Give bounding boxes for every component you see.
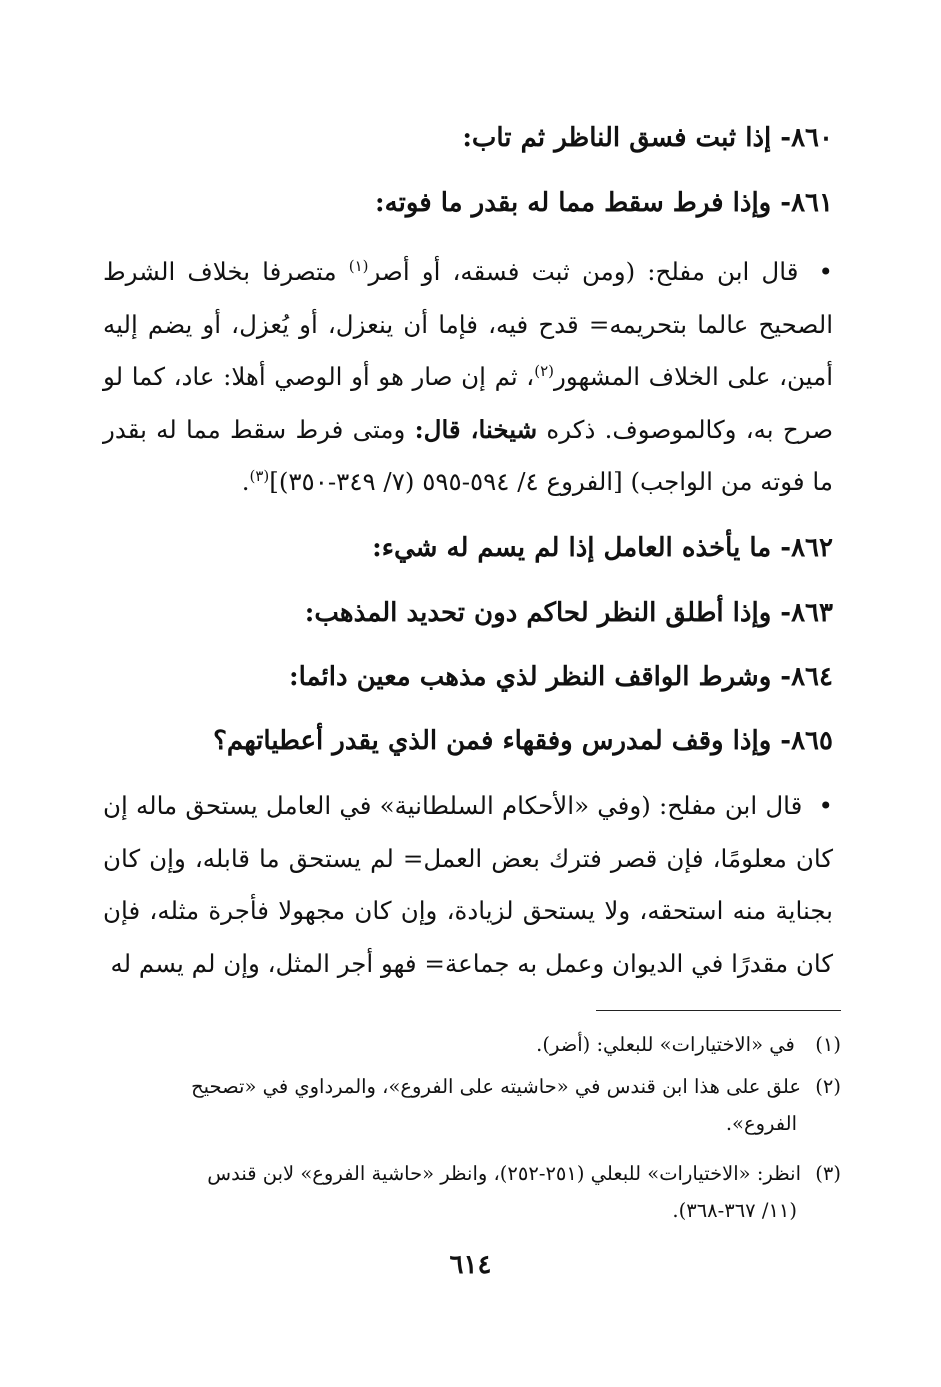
heading-860: ٨٦٠- إذا ثبت فسق الناظر ثم تاب: — [462, 123, 833, 153]
paragraph-text: ، ثم إن صار هو أو الوصي أهلا: عاد، كما لو صرح به، وكالموصوف. ذكره — [103, 362, 834, 444]
heading-865: ٨٦٥- وإذا وقف لمدرس وفقهاء فمن الذي يقدر أعطياتهم؟ — [213, 726, 833, 756]
bold-phrase: شيخنا، قال: — [414, 414, 538, 444]
paragraph-text: متصرفا بخلاف الشرط الصحيح عالما بتحريمه= قدح فيه، فإما أن ينعزل، أو يُعزل، أو يضم إليه أمين، على الخلاف المشهور — [103, 257, 834, 391]
heading-861: ٨٦١- وإذا فرط سقط مما له بقدر ما فوته: — [375, 188, 833, 218]
paragraph-text: قال ابن مفلح: (ومن ثبت فسقه، أو أصر — [368, 257, 799, 286]
footnote-2 — [101, 1068, 841, 1142]
footnote-text: (١١/ ٣٦٧-٣٦٨). — [672, 1199, 797, 1222]
paragraph-text: ومتى فرط سقط مما له بقدر ما فوته من الواجب) [الفروع ٤/ ٥٩٤-٥٩٥ (٧/ ٣٤٩-٣٥٠)] — [103, 414, 833, 496]
heading-863: ٨٦٣- وإذا أطلق النظر لحاكم دون تحديد المذهب: — [304, 598, 833, 628]
footnote-1 — [101, 1026, 841, 1063]
bullet: • — [818, 791, 833, 820]
page-number: ٦١٤ — [449, 1250, 492, 1280]
paragraph-ibn-muflih-2 — [103, 780, 833, 990]
footnote-text: في «الاختيارات» للبعلي: (أضر). — [536, 1033, 795, 1056]
bullet: • — [818, 257, 833, 286]
heading-862: ٨٦٢- ما يأخذه العامل إذا لم يسم له شيء: — [372, 533, 833, 563]
footnote-ref: (٢) — [534, 361, 554, 380]
footnote-3 — [101, 1155, 841, 1229]
footnote-text: علق على هذا ابن قندس في «حاشيته على الفروع»، والمرداوي في «تصحيح — [191, 1075, 801, 1098]
footnote-text: الفروع». — [725, 1112, 797, 1135]
heading-864: ٨٦٤- وشرط الواقف النظر لذي مذهب معين دائما: — [288, 662, 833, 692]
footnote-separator — [596, 1010, 841, 1011]
footnote-text: انظر: «الاختيارات» للبعلي (٢٥١-٢٥٢)، وانظر «حاشية الفروع» لابن قندس — [207, 1162, 801, 1185]
paragraph-text: قال ابن مفلح: (وفي «الأحكام السلطانية» في العامل يستحق ماله إن كان معلومًا، فإن قصر فترك بعض العمل= لم يستحق ما قابله، وإن كان بجناية منه استحقه، ولا يستحق لزيادة، وإن كان مجهولا فأجرة مثله، فإن كان مقدرًا في الديوان وعمل به جماعة= فهو أجر المثل، وإن لم يسم له — [103, 791, 833, 978]
footnote-ref: (٣) — [249, 466, 270, 485]
footnote-number: (٢) — [815, 1075, 841, 1098]
footnote-number: (٣) — [815, 1162, 841, 1185]
footnote-ref: (١) — [348, 256, 369, 275]
paragraph-text: . — [241, 467, 250, 496]
footnote-number: (١) — [815, 1033, 841, 1056]
paragraph-ibn-muflih-1 — [103, 246, 833, 509]
